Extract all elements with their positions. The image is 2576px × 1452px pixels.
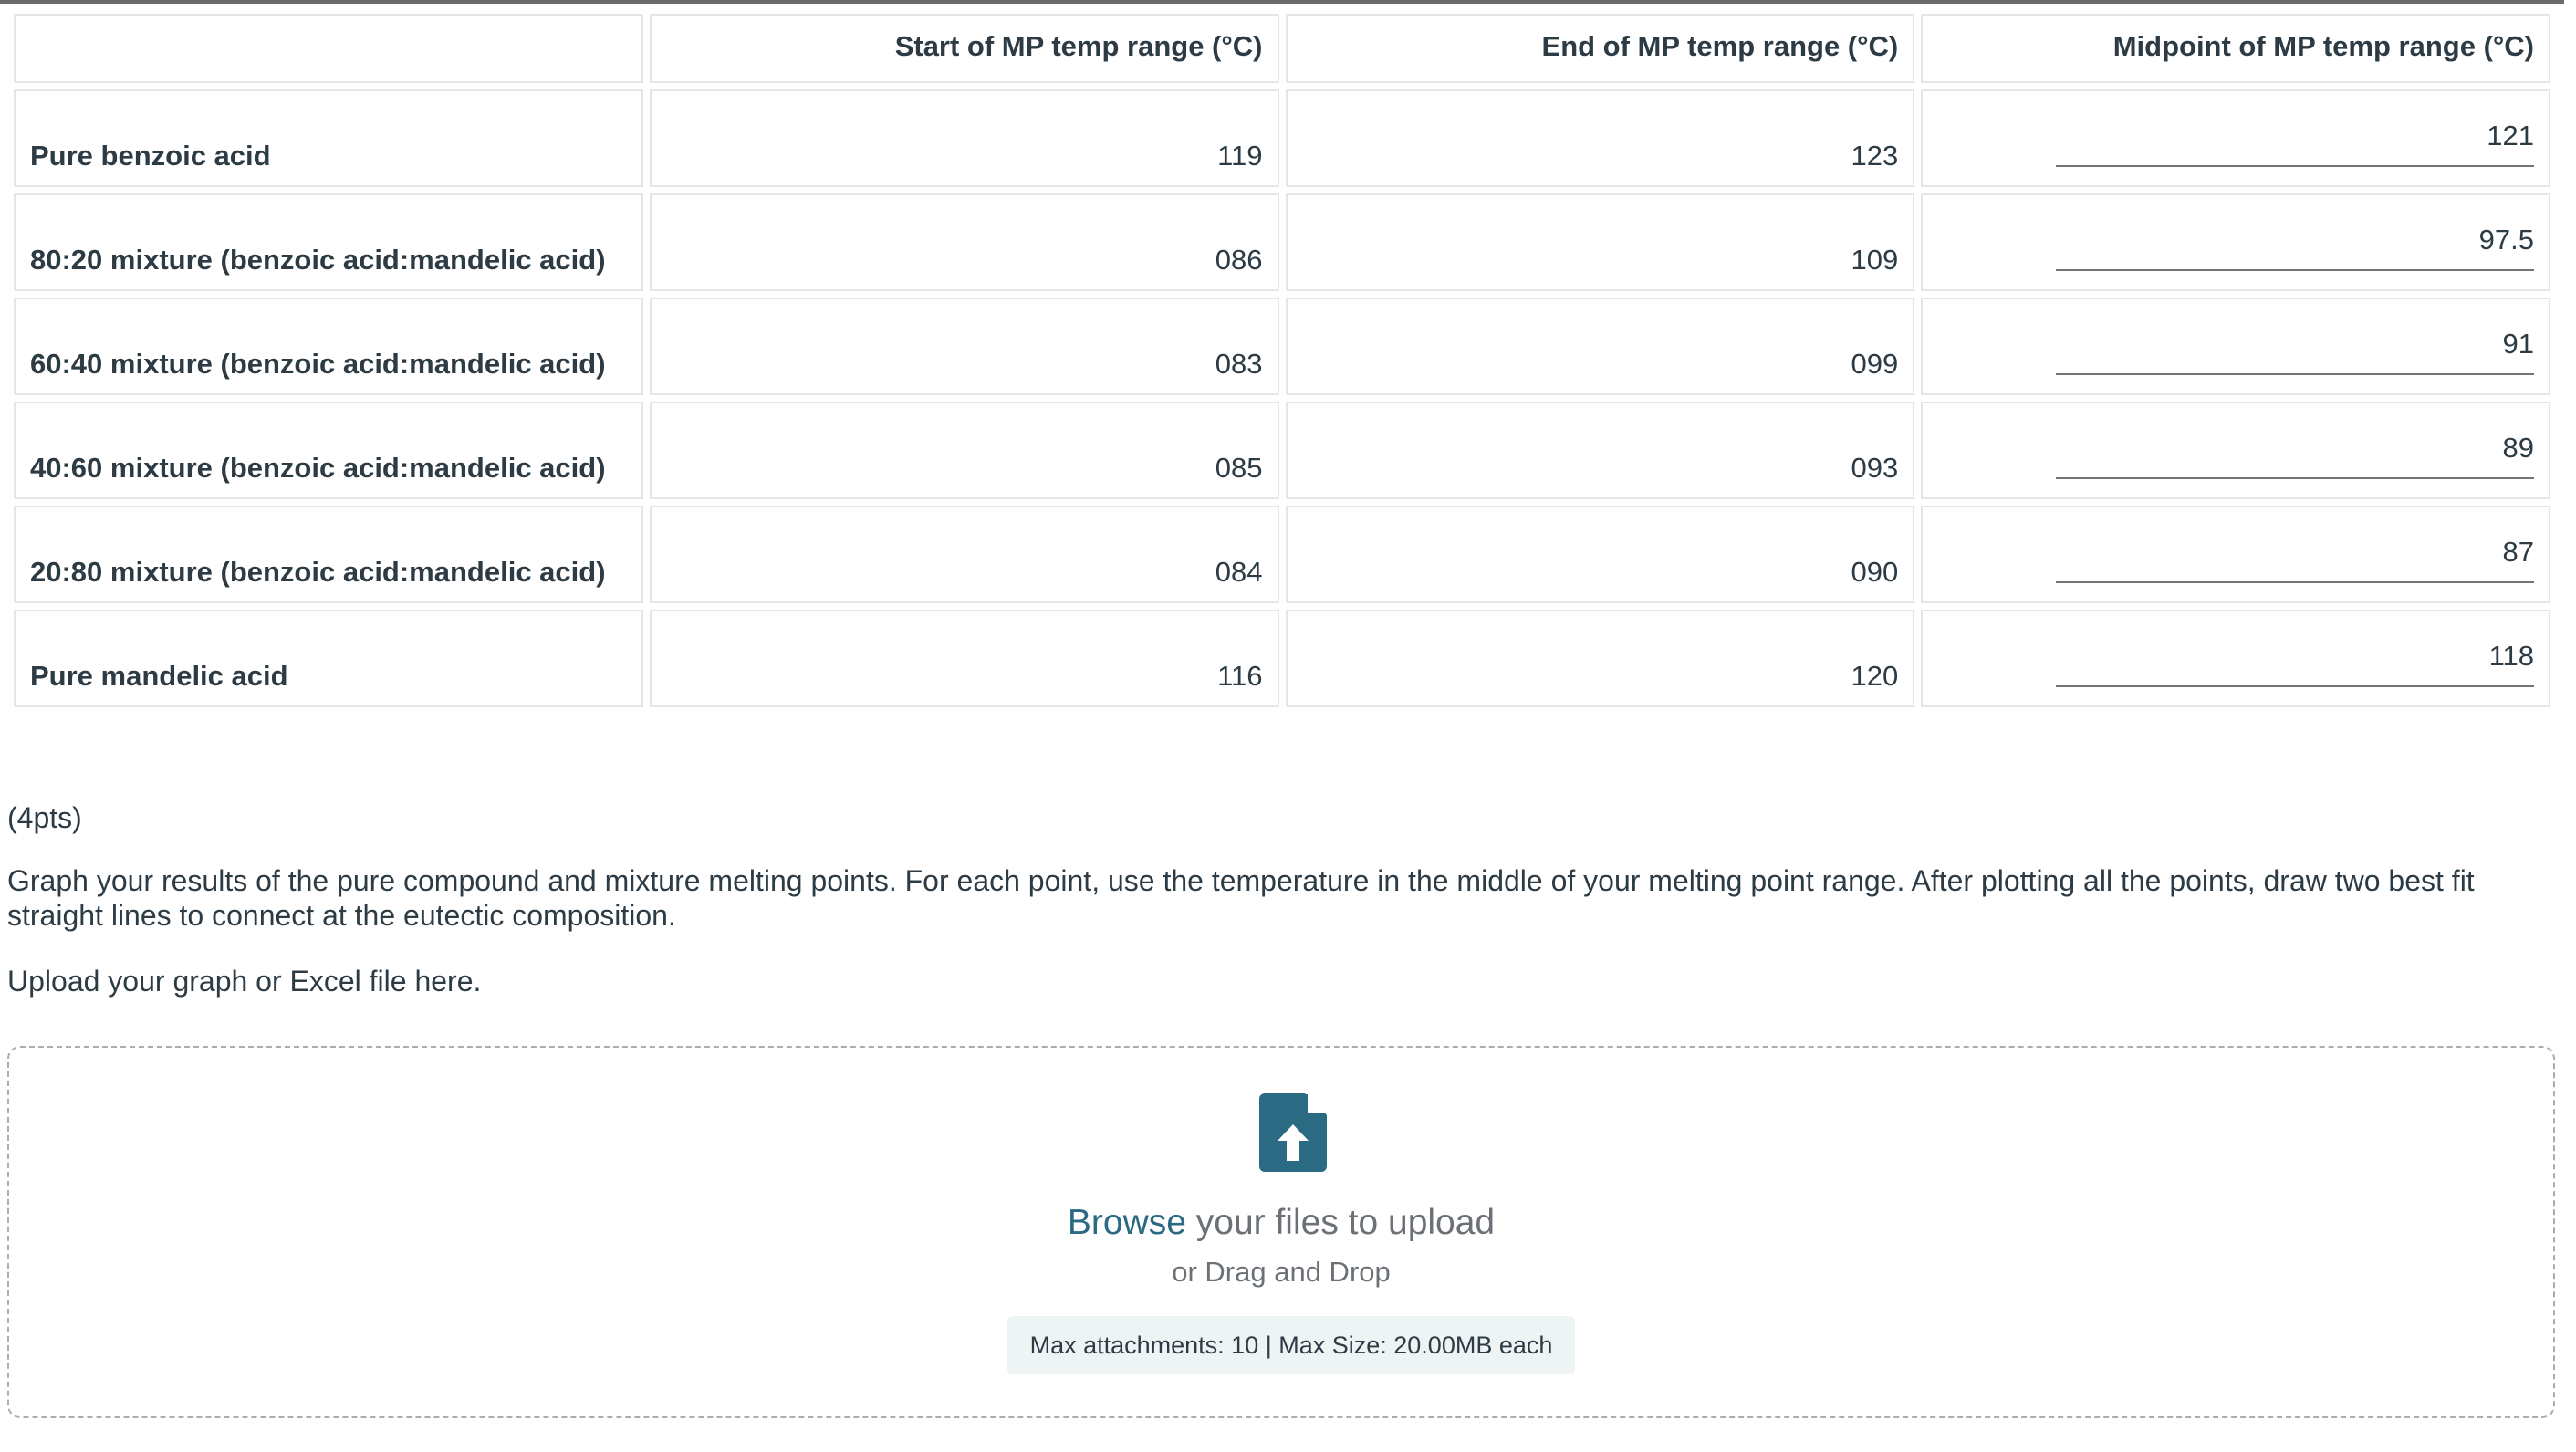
midpoint-cell (1921, 610, 2550, 707)
midpoint-cell (1921, 193, 2550, 291)
table-row (14, 193, 2550, 291)
melting-point-table (7, 7, 2557, 714)
question-instructions: Graph your results of the pure compound and mixture melting points. For each point, use the temperature in the middle of your melting point range. After plotting all the points, draw two best fit straight lines to connect at the eutectic composition. (7, 864, 2475, 932)
start-temp-value: 119 (650, 89, 1279, 187)
table-row (14, 610, 2550, 707)
header-start-temp: Start of MP temp range (°C) (650, 14, 1279, 83)
table-header-row (14, 14, 2550, 83)
start-temp-value: 086 (650, 193, 1279, 291)
table-row (14, 402, 2550, 499)
header-midpoint-temp: Midpoint of MP temp range (°C) (1921, 14, 2550, 83)
start-temp-value: 116 (650, 610, 1279, 707)
row-label: 60:40 mixture (benzoic acid:mandelic acid) (14, 298, 643, 395)
midpoint-input[interactable] (2056, 432, 2534, 479)
start-temp-value: 084 (650, 506, 1279, 603)
points-label: (4pts) (7, 801, 82, 834)
row-label: Pure benzoic acid (14, 89, 643, 187)
midpoint-input[interactable] (2056, 536, 2534, 583)
end-temp-value: 120 (1286, 610, 1915, 707)
midpoint-input[interactable] (2056, 640, 2534, 687)
drag-drop-hint: or Drag and Drop (1172, 1256, 1391, 1288)
midpoint-cell (1921, 89, 2550, 187)
top-divider (0, 0, 2564, 4)
end-temp-value: 109 (1286, 193, 1915, 291)
row-label: 80:20 mixture (benzoic acid:mandelic acid) (14, 193, 643, 291)
midpoint-input[interactable] (2056, 224, 2534, 271)
row-label: 20:80 mixture (benzoic acid:mandelic acid) (14, 506, 643, 603)
table-row (14, 298, 2550, 395)
midpoint-input[interactable] (2056, 120, 2534, 167)
end-temp-value: 093 (1286, 402, 1915, 499)
file-dropzone[interactable] (7, 1046, 2555, 1418)
start-temp-value: 085 (650, 402, 1279, 499)
upload-prompt: Upload your graph or Excel file here. (7, 965, 482, 998)
browse-link[interactable]: Browse (1067, 1203, 1186, 1242)
end-temp-value: 123 (1286, 89, 1915, 187)
end-temp-value: 090 (1286, 506, 1915, 603)
midpoint-cell (1921, 506, 2550, 603)
row-label: Pure mandelic acid (14, 610, 643, 707)
start-temp-value: 083 (650, 298, 1279, 395)
midpoint-input[interactable] (2056, 328, 2534, 375)
midpoint-cell (1921, 402, 2550, 499)
end-temp-value: 099 (1286, 298, 1915, 395)
header-end-temp: End of MP temp range (°C) (1286, 14, 1915, 83)
row-label: 40:60 mixture (benzoic acid:mandelic acid) (14, 402, 643, 499)
attachment-limits-badge: Max attachments: 10 | Max Size: 20.00MB each (1007, 1316, 1575, 1374)
header-empty-cell (14, 14, 643, 83)
file-upload-icon (1259, 1093, 1327, 1172)
table-row (14, 506, 2550, 603)
browse-suffix: your files to upload (1185, 1203, 1496, 1242)
table-row (14, 89, 2550, 187)
midpoint-cell (1921, 298, 2550, 395)
browse-line (9, 1203, 2553, 1243)
